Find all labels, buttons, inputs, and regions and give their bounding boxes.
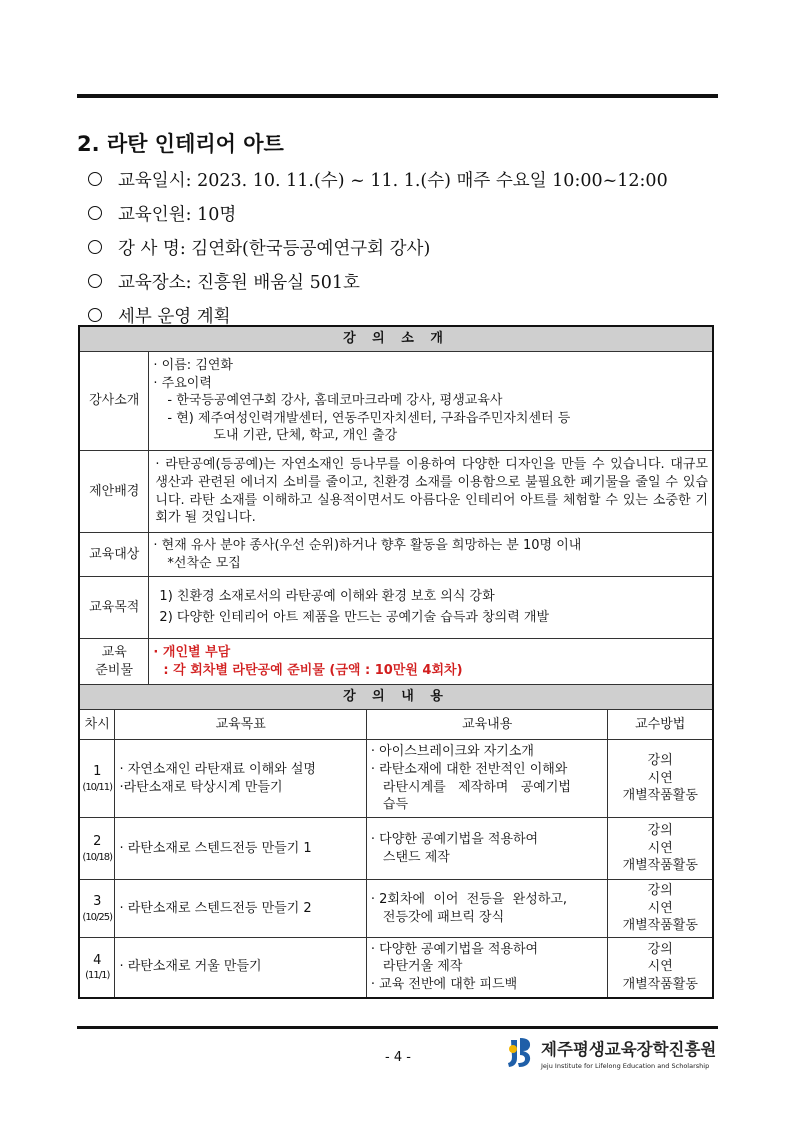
goal-label: 교육목적 <box>79 577 149 639</box>
instructor-info: · 이름: 김연화 · 주요이력 - 한국등공예연구회 강사, 홈데코마크라메 강사, 평생교육사 - 현) 제주여성인력개발센터, 연동주민자치센터, 구좌읍주민자치센터 등 도내 기관, 단체, 학교, 개인 출강 <box>149 352 713 451</box>
page-number: - 4 - <box>385 1050 411 1065</box>
info-bullets <box>88 162 668 332</box>
table-row <box>79 938 713 998</box>
circle-bullet-icon <box>88 206 102 220</box>
session-cell: 3 (10/25) <box>79 880 115 938</box>
intro-header: 강 의 소 개 <box>79 326 713 352</box>
supplies-label: 교육 준비물 <box>79 639 149 685</box>
col-goal: 교육목표 <box>115 710 366 740</box>
method-cell: 강의 시연 개별작품활동 <box>608 938 713 998</box>
content-cell: · 다양한 공예기법을 적용하여 라탄거울 제작 · 교육 전반에 대한 피드백 <box>366 938 608 998</box>
target-label: 교육대상 <box>79 533 149 577</box>
section-title: 2. 라탄 인테리어 아트 <box>77 132 284 156</box>
bullet-capacity: 교육인원: 10명 <box>88 196 668 230</box>
table-row <box>79 880 713 938</box>
goal-cell: · 라탄소재로 스텐드전등 만들기 2 <box>115 880 366 938</box>
circle-bullet-icon <box>88 274 102 288</box>
session-cell: 4 (11/1) <box>79 938 115 998</box>
goal-info: 1) 친환경 소재로서의 라탄공예 이해와 환경 보호 의식 강화 2) 다양한 인테리어 아트 제품을 만드는 공예기술 습득과 창의력 개발 <box>149 577 713 639</box>
content-header: 강 의 내 용 <box>79 685 713 710</box>
table-row <box>79 818 713 880</box>
instructor-label: 강사소개 <box>79 352 149 451</box>
goal-cell: · 자연소재인 라탄재료 이해와 설명 ·라탄소재로 탁상시계 만들기 <box>115 740 366 818</box>
session-cell: 1 (10/11) <box>79 740 115 818</box>
goal-cell: · 라탄소재로 스텐드전등 만들기 1 <box>115 818 366 880</box>
col-session: 차시 <box>79 710 115 740</box>
goal-cell: · 라탄소재로 거울 만들기 <box>115 938 366 998</box>
org-name-kr: 제주평생교육장학진흥원 <box>541 1040 717 1059</box>
col-method: 교수방법 <box>608 710 713 740</box>
content-cell: · 2회차에 이어 전등을 완성하고, 전등갓에 패브릭 장식 <box>366 880 608 938</box>
bottom-rule <box>77 1026 718 1029</box>
circle-bullet-icon <box>88 308 102 322</box>
col-content: 교육내용 <box>366 710 608 740</box>
target-info: · 현재 유사 분야 종사(우선 순위)하거나 향후 활동을 희망하는 분 10명 이내 *선착순 모집 <box>149 533 713 577</box>
org-logo <box>505 1036 716 1070</box>
content-cell: · 다양한 공예기법을 적용하여 스탠드 제작 <box>366 818 608 880</box>
session-cell: 2 (10/18) <box>79 818 115 880</box>
org-logo-icon <box>505 1036 535 1070</box>
top-rule <box>77 94 718 98</box>
bullet-plan: 세부 운영 계획 <box>88 298 668 332</box>
bullet-location: 교육장소: 진흥원 배움실 501호 <box>88 264 668 298</box>
method-cell: 강의 시연 개별작품활동 <box>608 818 713 880</box>
bullet-schedule: 교육일시: 2023. 10. 11.(수) ~ 11. 1.(수) 매주 수요일 10:00~12:00 <box>88 162 668 196</box>
circle-bullet-icon <box>88 240 102 254</box>
content-cell: · 아이스브레이크와 자기소개 · 라탄소재에 대한 전반적인 이해와 라탄시계를 제작하며 공예기법 습득 <box>366 740 608 818</box>
bullet-instructor: 강 사 명: 김연화(한국등공예연구회 강사) <box>88 230 668 264</box>
circle-bullet-icon <box>88 172 102 186</box>
method-cell: 강의 시연 개별작품활동 <box>608 740 713 818</box>
org-name <box>541 1036 716 1070</box>
background-label: 제안배경 <box>79 451 149 533</box>
table-row <box>79 740 713 818</box>
background-text: · 라탄공예(등공예)는 자연소재인 등나무를 이용하여 다양한 디자인을 만들 수 있습니다. 대규모 생산과 관련된 에너지 소비를 줄이고, 친환경 소재를 이용함으로 불필요한 폐기물을 줄일 수 있습니다. 라탄 소재를 이해하고 실용적이면서도 아름다운 인테리어 아트를 체험할 수 있는 소중한 기회가 될 것입니다. <box>149 451 713 533</box>
org-name-en: Jeju Institute for Lifelong Education and Scholarship <box>541 1062 710 1070</box>
course-table <box>78 325 714 999</box>
supplies-info: · 개인별 부담 : 각 회차별 라탄공예 준비물 (금액 : 10만원 4회차) <box>149 639 713 685</box>
method-cell: 강의 시연 개별작품활동 <box>608 880 713 938</box>
